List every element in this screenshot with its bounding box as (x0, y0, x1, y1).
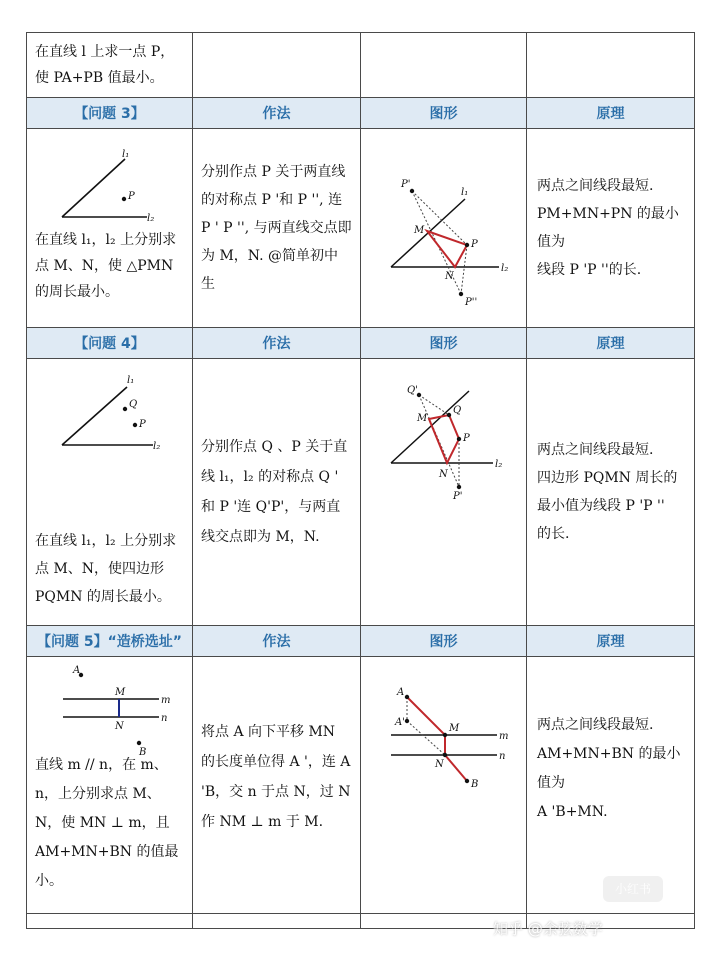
label-A: A (73, 665, 81, 676)
label-Q: Q (129, 399, 138, 410)
label-N: N (115, 721, 124, 732)
principle-header-cell (527, 98, 695, 129)
label-l1: l₁ (122, 149, 130, 160)
label-N: N (445, 271, 454, 282)
label-Q: Q (453, 405, 462, 416)
label-m: m (499, 731, 509, 742)
point-Ap (405, 719, 409, 723)
label-l2: l₂ (501, 263, 509, 274)
problem4-figure-cell (361, 359, 527, 626)
point-P (133, 423, 137, 427)
label-l1: l₁ (461, 187, 469, 198)
problem4-principle-cell (527, 359, 695, 626)
point-Pp (457, 485, 461, 489)
problem5-title-cell (27, 626, 193, 657)
principle-header: 原理 (596, 634, 625, 650)
principle-line: 两点之间线段最短. (537, 178, 654, 194)
label-M: M (417, 413, 428, 424)
platform-watermark: 知乎 @余弦数学 (493, 920, 603, 938)
problem3-principle-cell (527, 129, 695, 328)
problem5-title: 【问题 5】“造桥选址” (36, 634, 183, 650)
label-M: M (414, 225, 425, 236)
problem3-figure-cell (361, 129, 527, 328)
cell-problem2-statement (27, 33, 193, 98)
point-Q (447, 413, 451, 417)
problem4-method-cell (193, 359, 361, 626)
figure-header: 图形 (429, 106, 458, 122)
cell-empty (527, 33, 695, 98)
header-row-problem5 (27, 626, 695, 657)
principle-line: A 'B+MN. (537, 804, 608, 820)
label-l1: l₁ (127, 375, 135, 386)
problem4-title: 【问题 4】 (74, 336, 145, 352)
point-A (405, 695, 409, 699)
problem4-title-cell (27, 328, 193, 359)
method-header-cell (193, 626, 361, 657)
line-l1 (62, 159, 125, 217)
body-row-problem5 (27, 657, 695, 914)
label-P: P (139, 419, 146, 430)
label-B: B (471, 779, 479, 790)
principle-line: 两点之间线段最短. (537, 442, 654, 458)
point-B (465, 779, 469, 783)
label-A: A (397, 687, 405, 698)
header-row-problem4 (27, 328, 695, 359)
cell-empty (27, 914, 193, 929)
principle-line: 最小值为线段 P 'P '' (537, 498, 665, 514)
label-Pp: P' (401, 179, 411, 190)
point-B (137, 741, 141, 745)
problem5-statement: 直线 m // n，在 m、n，上分别求点 M、N，使 MN ⊥ m，且 AM+MN+BN 的值最小。 (35, 757, 179, 889)
problem3-title-cell (27, 98, 193, 129)
point-P (465, 243, 469, 247)
cell-empty (361, 33, 527, 98)
dashed-Pp-P (412, 191, 467, 245)
point-P (457, 437, 461, 441)
problem3-statement: 在直线 l₁，l₂ 上分别求点 M、N，使 △PMN 的周长最小。 (35, 232, 177, 300)
label-P: P (128, 191, 135, 202)
method-header-cell (193, 328, 361, 359)
figure-header: 图形 (429, 634, 458, 650)
method-header: 作法 (262, 336, 291, 352)
principle-line: 四边形 PQMN 周长的 (537, 470, 678, 486)
label-Qp: Q' (407, 385, 418, 396)
label-l2: l₂ (495, 459, 503, 470)
method-header: 作法 (262, 634, 291, 650)
label-l2: l₂ (147, 213, 155, 224)
principle-line: AM+MN+BN 的最小 (537, 746, 681, 762)
figure-header-cell (361, 98, 527, 129)
problem2-statement: 在直线 l 上求一点 P，使 PA+PB 值最小。 (35, 44, 175, 86)
figure-header: 图形 (429, 336, 458, 352)
problem3-setup-figure (47, 147, 167, 227)
label-Pp: P' (453, 491, 463, 502)
header-row-problem3 (27, 98, 695, 129)
problem4-method: 分别作点 Q 、P 关于直线 l₁，l₂ 的对称点 Q ' 和 P '连 Q'P'，与两直线交点即为 M，N. (201, 439, 348, 545)
label-N: N (435, 759, 444, 770)
triangle-PMN (427, 231, 467, 267)
row-problem2-tail (27, 33, 695, 98)
line-l1 (62, 387, 127, 445)
problem4-statement: 在直线 l₁，l₂ 上分别求点 M、N，使四边形 PQMN 的周长最小。 (35, 533, 177, 605)
dashed-Ap-N (407, 721, 445, 755)
problem3-title: 【问题 3】 (74, 106, 145, 122)
principle-header-cell (527, 626, 695, 657)
label-M: M (449, 723, 460, 734)
problem3-solution-figure (377, 159, 517, 309)
problem4-setup-figure (47, 371, 177, 455)
figure-header-cell (361, 328, 527, 359)
method-header: 作法 (262, 106, 291, 122)
cell-empty (193, 33, 361, 98)
problem3-method: 分别作点 P 关于两直线的对称点 P '和 P '', 连 P ' P '', 与两直线交点即为 M，N. @简单初中生 (201, 164, 352, 292)
principle-line: 两点之间线段最短. (537, 717, 654, 733)
point-Q (123, 407, 127, 411)
geometry-table (26, 32, 695, 929)
point-N (443, 753, 447, 757)
problem3-method-cell (193, 129, 361, 328)
method-header-cell (193, 98, 361, 129)
principle-header-cell (527, 328, 695, 359)
label-P: P (471, 239, 478, 250)
problem5-solution-figure (377, 683, 517, 803)
principle-header: 原理 (596, 336, 625, 352)
problem5-principle-cell (527, 657, 695, 914)
principle-line: 线段 P 'P ''的长. (537, 262, 642, 278)
principle-line: PM+MN+PN 的最小值为 (537, 206, 679, 250)
point-Ppp (459, 292, 463, 296)
quad-PQMN (429, 415, 459, 463)
problem5-method: 将点 A 向下平移 MN 的长度单位得 A '，连 A 'B，交 n 于点 N，过 N 作 NM ⊥ m 于 M. (201, 724, 351, 830)
label-P: P (463, 433, 470, 444)
problem3-principle (527, 172, 694, 284)
problem4-statement-cell (27, 359, 193, 626)
cell-empty (193, 914, 361, 929)
principle-line: 值为 (537, 775, 565, 791)
problem5-figure-cell (361, 657, 527, 914)
problem4-principle (527, 436, 694, 548)
problem5-method-cell (193, 657, 361, 914)
body-row-problem4 (27, 359, 695, 626)
label-N: N (439, 469, 448, 480)
problem3-statement-cell (27, 129, 193, 328)
label-n: n (161, 713, 168, 724)
label-l2: l₂ (153, 441, 161, 452)
label-Ppp: P'' (465, 297, 478, 308)
problem4-solution-figure (377, 379, 517, 509)
point-P (122, 197, 126, 201)
principle-header: 原理 (596, 106, 625, 122)
label-B: B (139, 747, 147, 758)
label-Ap: A' (395, 717, 405, 728)
label-n: n (499, 751, 506, 762)
point-M (443, 733, 447, 737)
principle-line: 的长. (537, 526, 570, 542)
dashed-Qp-Q (419, 395, 449, 415)
label-m: m (161, 695, 171, 706)
problem5-setup-figure (47, 665, 177, 758)
label-M: M (115, 687, 126, 698)
body-row-problem3 (27, 129, 695, 328)
xiaohongshu-watermark: 小红书 (603, 876, 663, 902)
problem5-statement-cell (27, 657, 193, 914)
figure-header-cell (361, 626, 527, 657)
problem5-principle (527, 711, 688, 827)
